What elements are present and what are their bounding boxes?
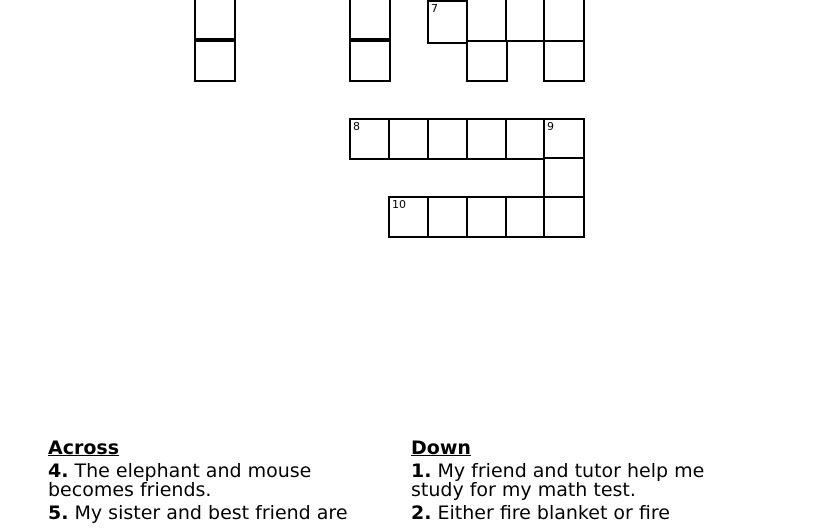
crossword-cell[interactable] bbox=[427, 0, 469, 44]
down-heading: Down bbox=[411, 437, 471, 459]
crossword-cell[interactable] bbox=[466, 40, 508, 82]
clue-number: 8 bbox=[353, 120, 360, 133]
crossword-cell[interactable] bbox=[349, 0, 391, 40]
clue-text: My friend and tutor help me study for my math test. bbox=[411, 460, 705, 501]
clue-item bbox=[48, 504, 378, 523]
crossword-cell[interactable] bbox=[427, 118, 469, 160]
crossword-cell[interactable] bbox=[194, 0, 236, 40]
crossword-cell[interactable] bbox=[505, 0, 547, 42]
crossword-cell[interactable] bbox=[543, 196, 585, 238]
clue-item bbox=[411, 462, 741, 500]
crossword-cell[interactable] bbox=[505, 118, 547, 160]
crossword-cell[interactable] bbox=[388, 118, 430, 160]
crossword-cell[interactable] bbox=[349, 118, 391, 160]
crossword-cell[interactable] bbox=[543, 0, 585, 42]
clue-number: 2. bbox=[411, 502, 432, 524]
crossword-cell[interactable] bbox=[466, 196, 508, 238]
clue-number: 7 bbox=[431, 2, 438, 15]
clue-number: 9 bbox=[547, 120, 554, 133]
crossword-cell[interactable] bbox=[349, 40, 391, 82]
crossword-cell[interactable] bbox=[505, 196, 547, 238]
clue-number: 1. bbox=[411, 460, 432, 482]
down-clues bbox=[411, 436, 741, 527]
across-heading: Across bbox=[48, 437, 120, 459]
clue-item bbox=[411, 504, 741, 523]
crossword-cell[interactable] bbox=[466, 118, 508, 160]
crossword-cell[interactable] bbox=[543, 118, 585, 160]
crossword-cell[interactable] bbox=[543, 157, 585, 199]
clue-number: 4. bbox=[48, 460, 69, 482]
clue-number: 10 bbox=[392, 198, 406, 211]
clue-text: My sister and best friend are bbox=[74, 502, 348, 524]
clue-text: The elephant and mouse becomes friends. bbox=[48, 460, 312, 501]
across-clues bbox=[48, 436, 378, 527]
crossword-cell[interactable] bbox=[543, 40, 585, 82]
crossword-cell[interactable] bbox=[194, 40, 236, 82]
clue-number: 5. bbox=[48, 502, 69, 524]
clue-item bbox=[48, 462, 378, 500]
crossword-cell[interactable] bbox=[427, 196, 469, 238]
crossword-cell[interactable] bbox=[388, 196, 430, 238]
crossword-cell[interactable] bbox=[466, 0, 508, 42]
clue-text: Either fire blanket or fire bbox=[437, 502, 670, 524]
crossword-grid bbox=[0, 0, 816, 240]
